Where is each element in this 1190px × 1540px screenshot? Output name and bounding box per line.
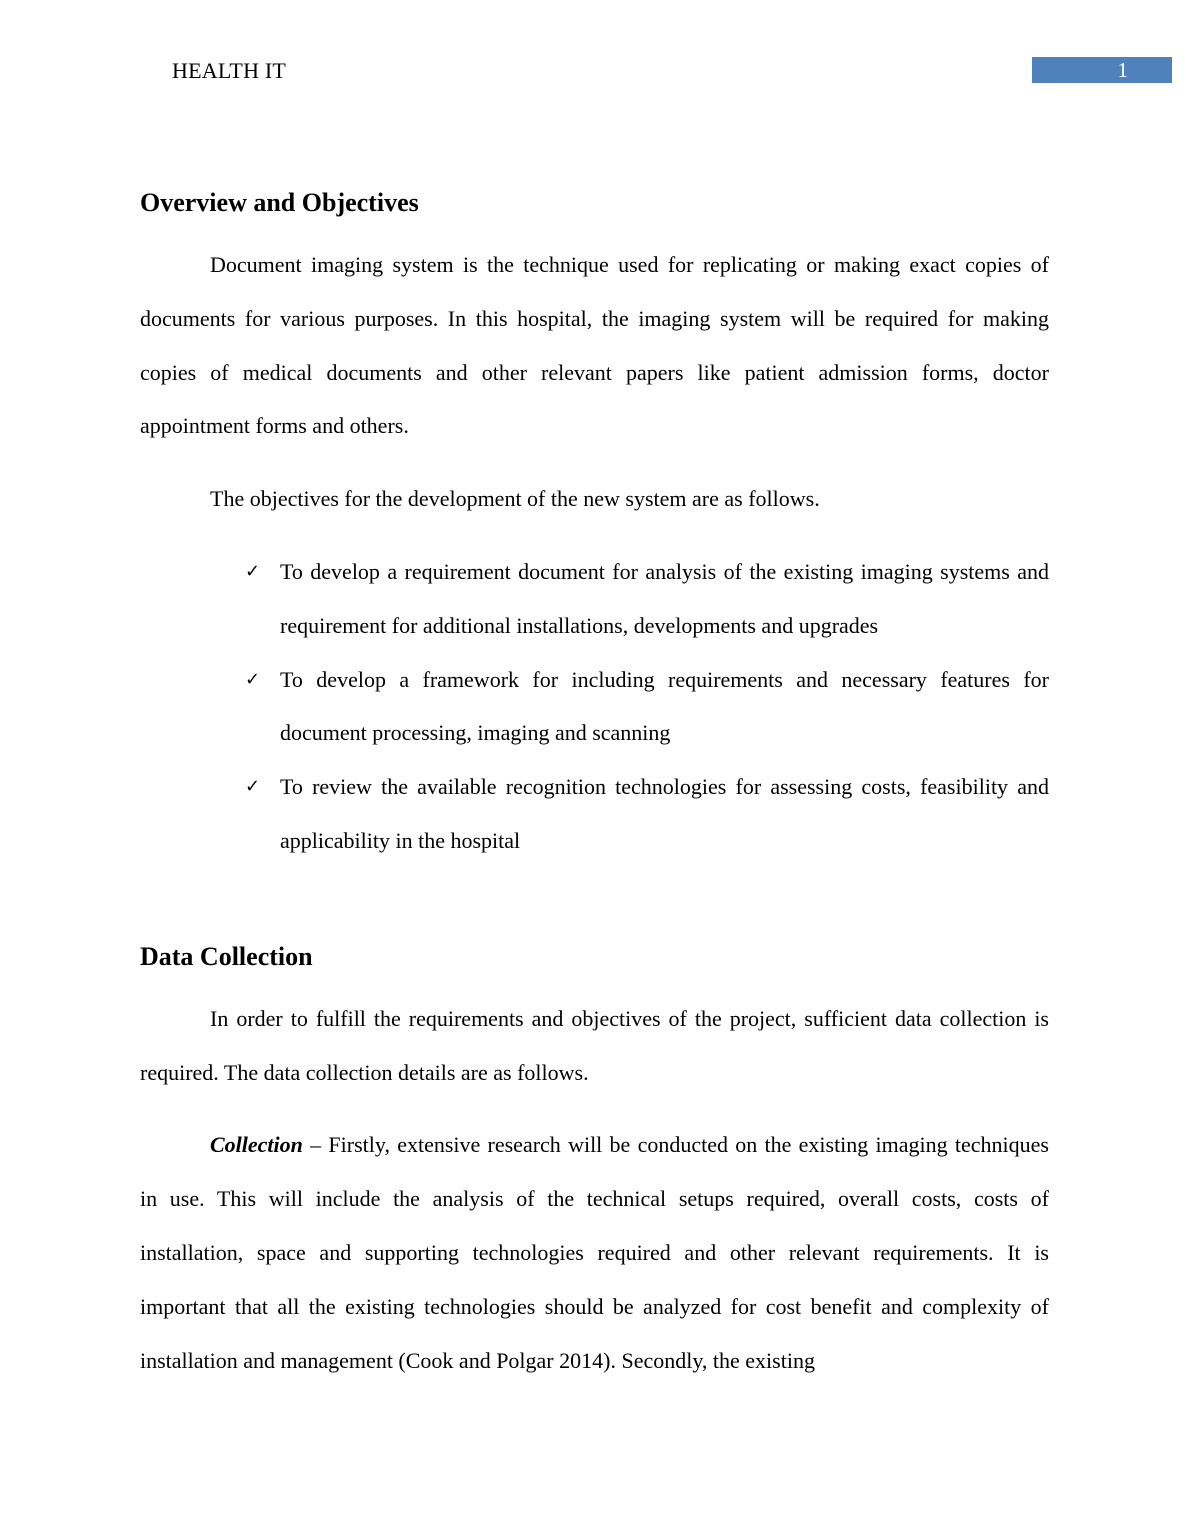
list-item: [245, 760, 1049, 868]
page-number-badge: [1032, 57, 1172, 83]
list-item: [245, 545, 1049, 653]
collection-text: – Firstly, extensive research will be conducted on the existing imaging techniques in use. This will include the analysis of the technical setups required, overall costs, costs of installation, space and supporting technologies required and other relevant requirements. It is important that all the existing technologies should be analyzed for cost benefit and complexity of installation and management (Cook and Polgar 2014). Secondly, the existing: [140, 1132, 1049, 1373]
checkmark-icon: ✓: [245, 560, 261, 582]
section-heading-overview: Overview and Objectives: [140, 188, 419, 217]
objective-text: To review the available recognition technologies for assessing costs, feasibility and applicability in the hospital: [280, 774, 1049, 853]
list-item: [245, 653, 1049, 761]
checkmark-icon: ✓: [245, 668, 261, 690]
objective-text: To develop a requirement document for analysis of the existing imaging systems and requirement for additional installations, developments and upgrades: [280, 558, 1049, 638]
objectives-intro-paragraph: The objectives for the development of the new system are as follows.: [210, 486, 820, 512]
checkmark-icon: ✓: [245, 776, 261, 798]
overview-paragraph: Document imaging system is the technique used for replicating or making exact copies of documents for various purposes. In this hospital, the imaging system will be required for making copies of medical documents and other relevant papers like patient admission forms, doctor appointment forms and others.: [140, 252, 1049, 439]
objective-text: To develop a framework for including requirements and necessary features for document processing, imaging and scanning: [280, 666, 1049, 746]
objectives-list: [140, 545, 1049, 868]
collection-label: Collection: [210, 1132, 303, 1158]
page-number: 1: [1117, 58, 1128, 82]
section-heading-data-collection: Data Collection: [140, 941, 313, 971]
document-body: [140, 182, 1049, 1387]
data-collection-paragraph: In order to fulfill the requirements and objectives of the project, sufficient data collection is required. The data collection details are as follows.: [140, 1005, 1049, 1085]
running-header-title: HEALTH IT: [172, 58, 287, 83]
collection-paragraph: [140, 1118, 1049, 1387]
